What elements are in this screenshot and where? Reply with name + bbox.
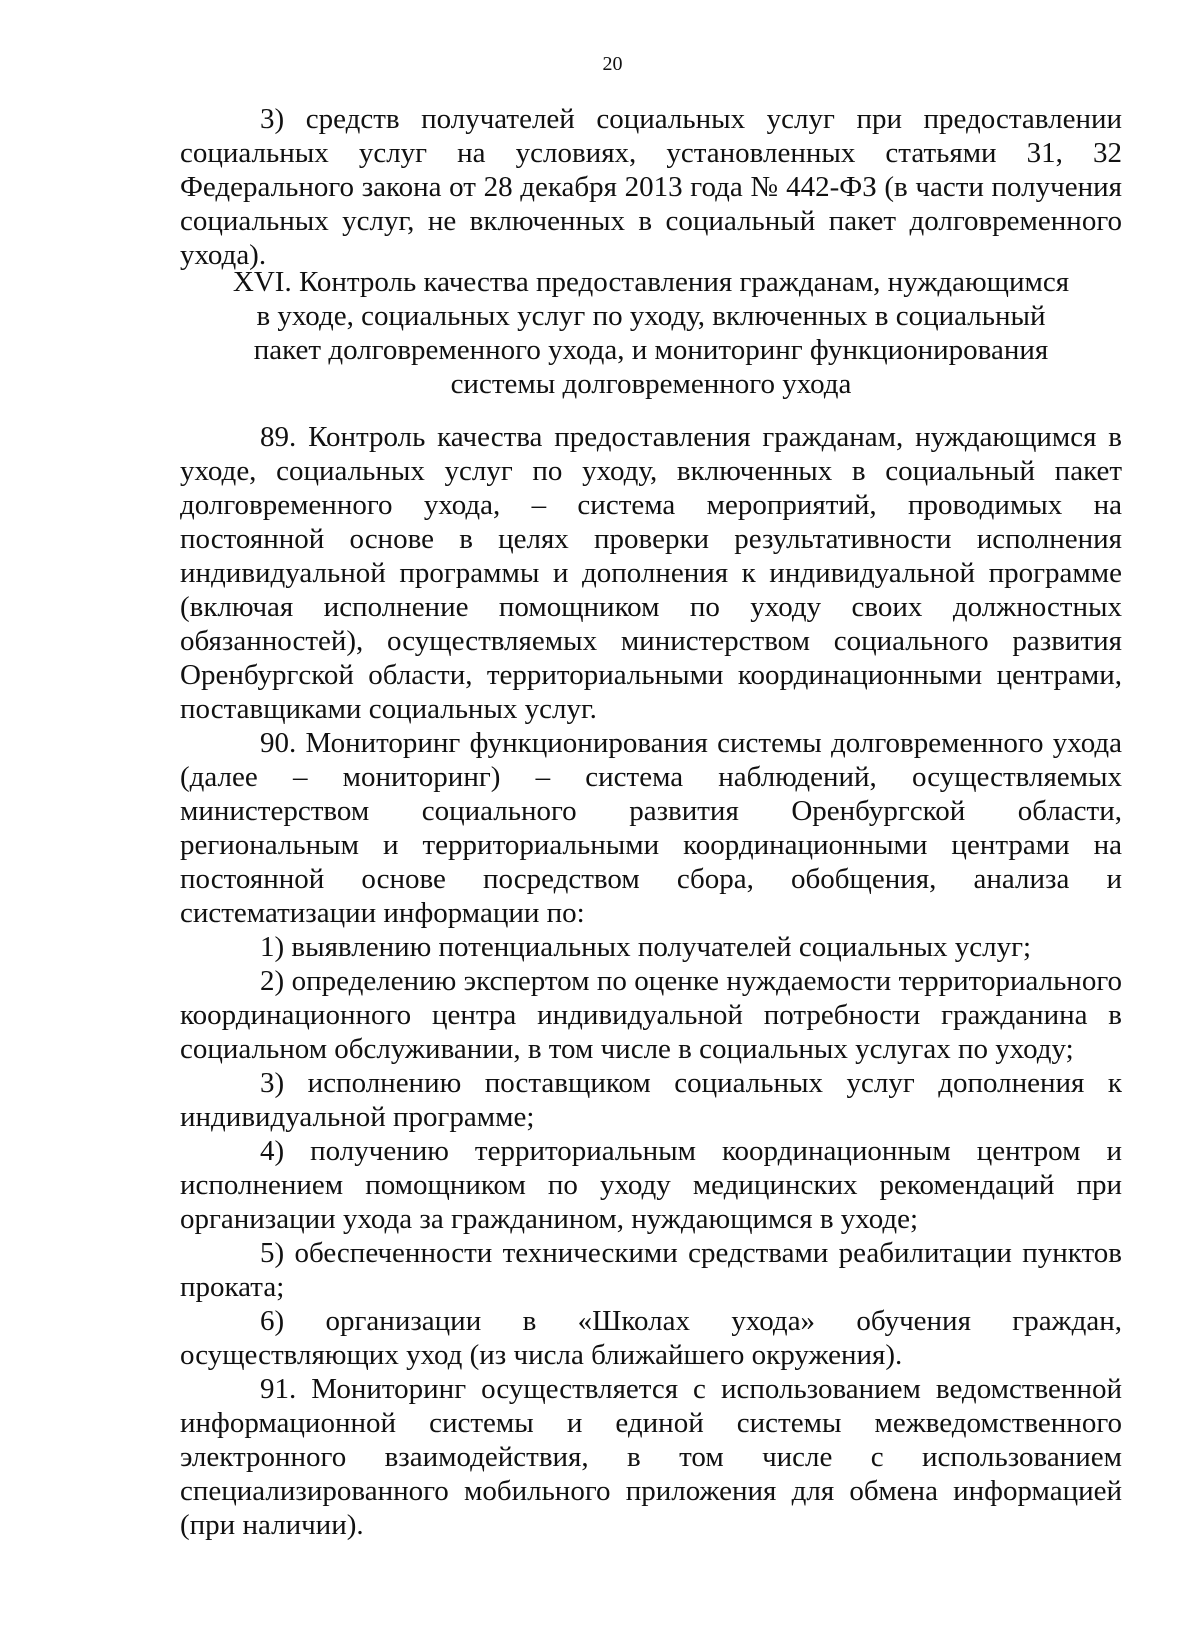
paragraph-item-3-funds: 3) средств получателей социальных услуг при предоставлении социальных услуг на условиях, установленных статьями 31, 32 Федерального закона от 28 декабря 2013 года № 442-ФЗ (в части получения социальных услуг, не включенных в социальный пакет долговременного ухода). [180, 103, 1122, 271]
page-number: 20 [602, 53, 623, 75]
list-item-6: 6) организации в «Школах ухода» обучения граждан, осуществляющих уход (из числа ближайшего окружения). [180, 1305, 1122, 1371]
main-text-block [180, 420, 1122, 1542]
list-item-2: 2) определению экспертом по оценке нуждаемости территориального координационного центра индивидуальной потребности гражданина в социальном обслуживании, в том числе в социальных услугах по уходу; [180, 965, 1122, 1065]
heading-line-2: в уходе, социальных услуг по уходу, включенных в социальный [256, 300, 1046, 332]
list-item-1: 1) выявлению потенциальных получателей социальных услуг; [260, 931, 1032, 963]
heading-line-1: XVI. Контроль качества предоставления гражданам, нуждающимся [232, 266, 1070, 298]
paragraph-90: 90. Мониторинг функционирования системы долговременного ухода (далее – мониторинг) – система наблюдений, осуществляемых министерством социального развития Оренбургской области, региональным и территориальными координационными центрами на постоянной основе посредством сбора, обобщения, анализа и систематизации информации по: [180, 727, 1122, 929]
paragraph-89: 89. Контроль качества предоставления гражданам, нуждающимся в уходе, социальных услуг по уходу, включенных в социальный пакет долговременного ухода, – система мероприятий, проводимых на постоянной основе в целях проверки результативности исполнения индивидуальной программы и дополнения к индивидуальной программе (включая исполнение помощником по уходу своих должностных обязанностей), осуществляемых министерством социального развития Оренбургской области, территориальными координационными центрами, поставщиками социальных услуг. [180, 421, 1122, 725]
list-item-4: 4) получению территориальным координационным центром и исполнением помощником по уходу медицинских рекомендаций при организации ухода за гражданином, нуждающимся в уходе; [180, 1135, 1122, 1235]
paragraph-91: 91. Мониторинг осуществляется с использованием ведомственной информационной системы и единой системы межведомственного электронного взаимодействия, в том числе с использованием специализированного мобильного приложения для обмена информацией (при наличии). [180, 1373, 1122, 1541]
heading-line-3: пакет долговременного ухода, и мониторинг функционирования [253, 334, 1049, 366]
section-heading [180, 265, 1122, 401]
intro-block [180, 102, 1122, 272]
list-item-3: 3) исполнению поставщиком социальных услуг дополнения к индивидуальной программе; [180, 1067, 1122, 1133]
heading-line-4: системы долговременного ухода [450, 368, 852, 400]
list-item-5: 5) обеспеченности техническими средствами реабилитации пунктов проката; [180, 1237, 1122, 1303]
